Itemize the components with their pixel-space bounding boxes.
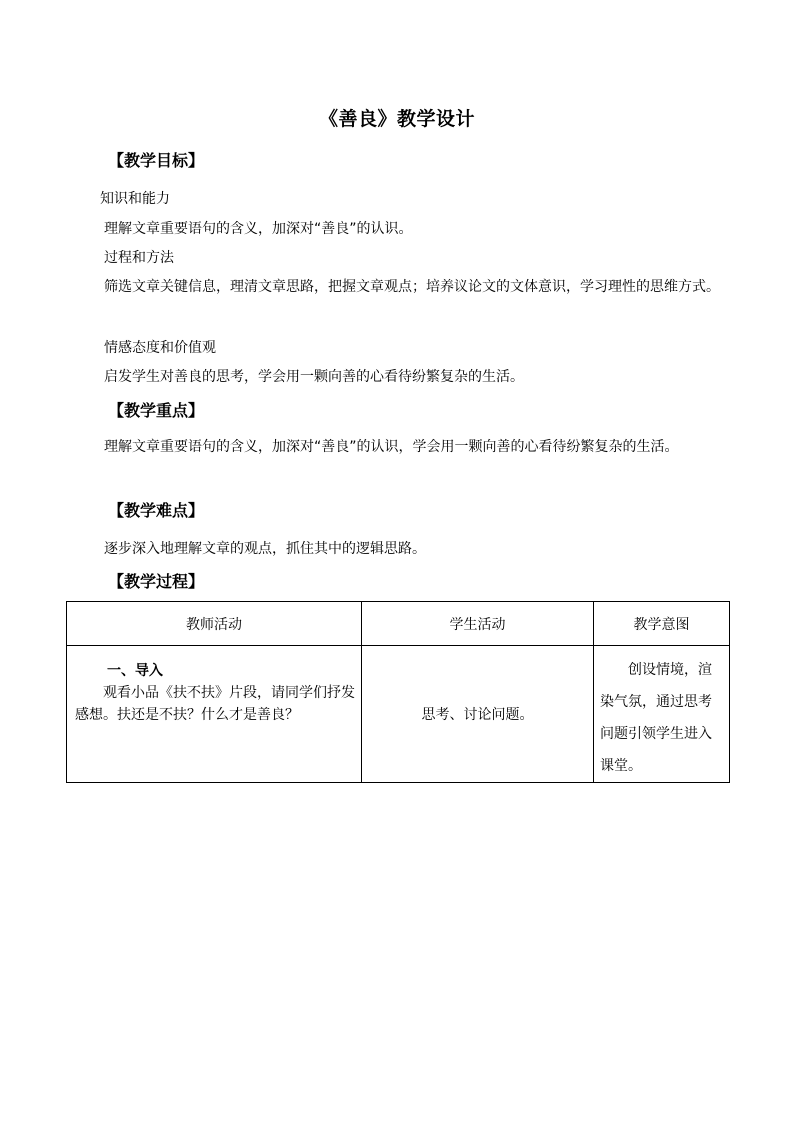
teaching-intent-cell: 创设情境，渲染气氛，通过思考问题引领学生进入课堂。 [594, 646, 730, 783]
student-activity-cell: 思考、讨论问题。 [362, 646, 594, 783]
intro-heading: 一、导入 [107, 663, 163, 679]
key-points-heading: 【教学重点】 [108, 401, 205, 420]
key-points-text: 理解文章重要语句的含义，加深对“善良”的认识，学会用一颗向善的心看待纷繁复杂的生活。 [104, 439, 679, 455]
document-title: 《善良》教学设计 [318, 108, 475, 130]
difficulties-text: 逐步深入地理解文章的观点，抓住其中的逻辑思路。 [104, 541, 426, 557]
emotion-text: 启发学生对善良的思考，学会用一颗向善的心看待纷繁复杂的生活。 [104, 369, 524, 385]
teacher-activity-cell [67, 646, 362, 783]
knowledge-text: 理解文章重要语句的含义，加深对“善良”的认识。 [104, 221, 413, 237]
knowledge-label: 知识和能力 [100, 191, 170, 207]
table-row [67, 646, 730, 783]
process-text: 筛选文章关键信息，理清文章思路，把握文章观点；培养议论文的文体意识，学习理性的思维方式。 [104, 279, 720, 295]
column-header-student: 学生活动 [362, 602, 594, 646]
teacher-activity-text: 观看小品《扶不扶》片段，请同学们抒发感想。扶还是不扶？什么才是善良？ [75, 685, 355, 723]
emotion-label: 情感态度和价值观 [104, 340, 216, 356]
column-header-teacher: 教师活动 [67, 602, 362, 646]
column-header-intent: 教学意图 [594, 602, 730, 646]
objectives-heading: 【教学目标】 [108, 151, 205, 170]
table-header-row [67, 602, 730, 646]
process-label: 过程和方法 [104, 250, 174, 266]
teaching-process-table [66, 601, 730, 783]
difficulties-heading: 【教学难点】 [108, 501, 205, 520]
process-heading: 【教学过程】 [108, 572, 205, 591]
